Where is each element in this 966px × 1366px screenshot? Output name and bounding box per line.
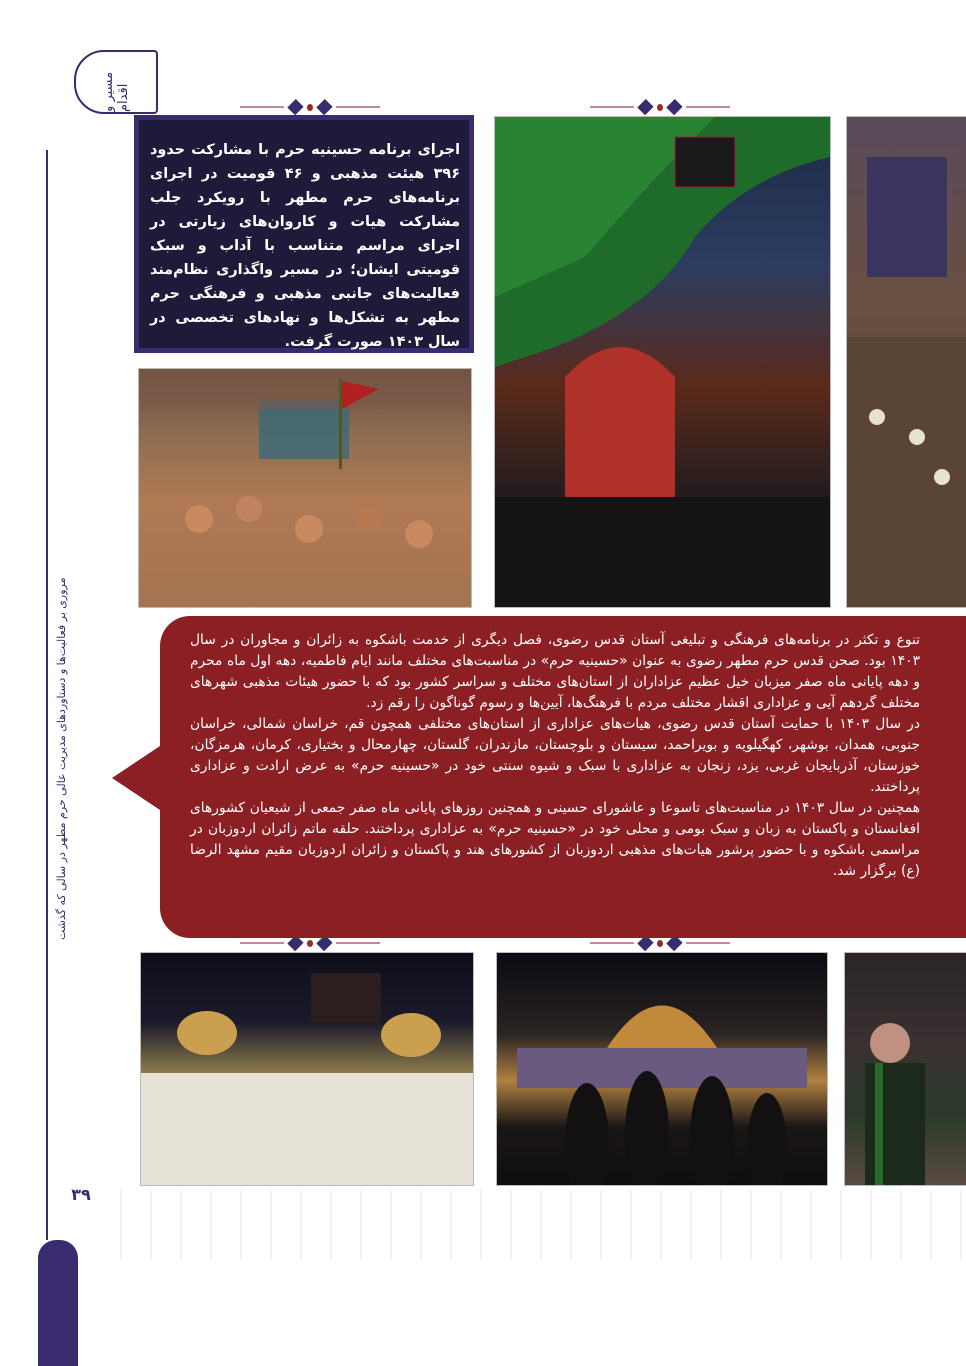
magazine-logo [74,50,158,114]
page-number: ۳۹ [71,1185,91,1204]
ornament-divider [590,96,730,118]
bottom-pattern [120,1190,966,1260]
paragraph: در سال ۱۴۰۳ با حمایت آستان قدس رضوی، هیات‌های عزاداری از استان‌های مختلفی همچون قم، خراسان شمالی، خراسان جنوبی، همدان، بوشهر، کهگیلویه و بویراحمد، سیستان و بلوچستان، مازندران، گلستان، چهارمحال و بختیاری، کرمان، هرمزگان، خوزستان، آذربایجان غربی، یزد، زنجان به عزاداری با سبک و شیوه سنتی خود در «حسینیه حرم» به عرض ارادت و عزاداری پرداختند. [190,716,920,795]
running-title: مروری بر فعالیت‌ها و دستاوردهای مدیریت عالی حرم مطهر در سالی که گذشت [55,577,68,940]
logo-text: مسیر و اقدام [101,71,131,112]
photo-mourners-clay [138,368,472,608]
photo-green-flag [494,116,831,608]
photo-night-gathering [140,952,474,1186]
photo-women-dome [496,952,828,1186]
photo-courtyard-crowd [846,116,966,608]
intro-text: اجرای برنامه حسینیه حرم با مشارکت حدود ۳۹۶ هیئت مذهبی و ۴۶ قومیت در اجرای برنامه‌های حرم مطهر با رویکرد جلب مشارکت هیات و کاروان‌های زیارتی در اجرای مراسم متناسب با آداب و سبک قومیتی ایشان؛ در مسیر واگذاری نظام‌مند فعالیت‌های جانبی مذهبی و فرهنگی حرم مطهر به تشکل‌ها و نهادهای تخصصی در سال ۱۴۰۳ صورت گرفت. [150,142,460,350]
sidebar-tab [38,1240,78,1366]
main-text [190,630,920,930]
photo-elder-mourner [844,952,966,1186]
paragraph: تنوع و تکثر در برنامه‌های فرهنگی و تبلیغی آستان قدس رضوی، فصل دیگری از خدمت باشکوه به زائران و مجاوران در سال ۱۴۰۳ بود. صحن قدس حرم مطهر رضوی به عنوان «حسینیه حرم» در مناسبت‌های مختلف مانند ایام فاطمیه، دهه اول ماه محرم و دهه پایانی ماه صفر میزبان خیل عظیم عزاداران از استان‌های مختلف و سراسر کشور بود که با حضور هیئات مذهبی شهرهای مختلف گردهم آیی و عزاداری اقشار مختلف مردم با فرهنگ‌ها، آیین‌ها و رسوم گوناگون را رقم زد. [190,632,920,711]
paragraph: همچنین در سال ۱۴۰۳ در مناسبت‌های تاسوعا و عاشورای حسینی و همچنین روزهای پایانی ماه صفر جمعی از شیعیان کشورهای افغانستان و پاکستان به زبان و سبک بومی و محلی خود در «حسینیه حرم» به عزاداری پرداختند. حلقه ماتم زائران اردوزبان در مراسمی باشکوه و با حضور پرشور هیات‌های مذهبی اردوزبان از کشورهای هند و پاکستان و زائران اردوزبان مقیم مشهد الرضا (ع) برگزار شد. [190,800,920,879]
sidebar-rule [46,150,48,1240]
